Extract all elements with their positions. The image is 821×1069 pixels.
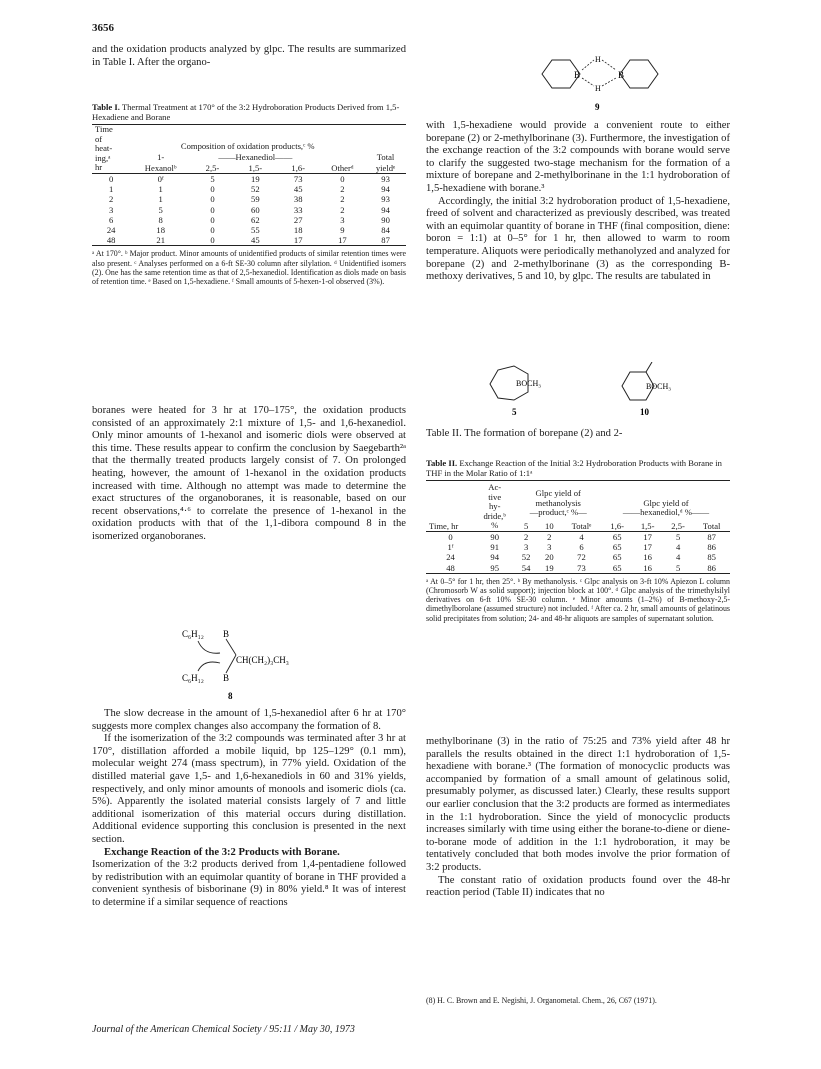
table-cell: 4 [675, 542, 681, 553]
paragraph: Table II. The formation of borepane (2) and 2- [426, 428, 623, 439]
table-cell: 65 [612, 542, 622, 553]
table-cell: 27 [293, 214, 303, 225]
right-body-2 [426, 428, 730, 441]
table-row [426, 531, 730, 542]
journal-footer: Journal of the American Chemical Society / 95:11 / May 30, 1973 [92, 1024, 355, 1035]
paragraph: The slow decrease in the amount of 1,5-hexanediol after 6 hr at 170° suggests more complex changes also accompany the formation of 8. [92, 708, 406, 732]
table-row [426, 563, 730, 574]
table-cell: 55 [251, 224, 260, 235]
table-cell: 19 [545, 562, 554, 573]
page-number: 3656 [92, 22, 114, 34]
table-cell: 72 [577, 552, 586, 563]
table-cell: 5 [210, 173, 215, 184]
structure-9 [540, 48, 680, 114]
table-cell: 84 [381, 224, 390, 235]
col-total-1: Totalᵉ [571, 520, 592, 531]
table-cell: 33 [293, 204, 303, 215]
col-total-top [365, 125, 406, 152]
table-row [92, 205, 406, 215]
paragraph: The constant ratio of oxidation products found over the 48-hr reaction period (Table II) indicates that no [426, 874, 730, 899]
table-cell: 5 [158, 204, 163, 215]
col-10: 10 [545, 520, 554, 531]
col-hexanol: Hexanolᵇ [144, 162, 177, 173]
table-cell: 2 [547, 531, 552, 542]
table-cell: 73 [577, 562, 586, 573]
table-cell: 17 [338, 235, 347, 246]
table-row [92, 173, 406, 184]
left-body-1 [92, 405, 406, 544]
table-1-caption: Thermal Treatment at 170° of the 3:2 Hydroboration Products Derived from 1,5-Hexadiene and Borane [92, 102, 400, 122]
col-hexanediol-group: ——Hexanediol—— [218, 151, 293, 162]
table-cell: 0 [210, 204, 215, 215]
table-cell: 85 [707, 552, 716, 563]
structure-8-bottom-boron: B [223, 673, 230, 683]
table-cell: 45 [251, 235, 260, 246]
table-cell: 5 [675, 531, 681, 542]
table-2-body [426, 531, 730, 573]
reference-8: (8) H. C. Brown and E. Negishi, J. Organometal. Chem., 26, C67 (1971). [426, 996, 657, 1005]
col-glpc-methanolysis: Glpc yield of methanolysis —product,ᶜ %— [529, 488, 587, 518]
col-16: 1,6- [610, 520, 625, 531]
table-cell: 90 [381, 214, 390, 225]
table-cell: 2 [340, 194, 345, 205]
table-cell: 2 [340, 184, 345, 195]
table-cell: 0 [210, 224, 215, 235]
table-cell: 17 [643, 542, 652, 553]
table-cell: 87 [381, 235, 390, 246]
table-cell: 65 [612, 562, 622, 573]
structures-5-10 [486, 362, 716, 420]
table-cell: 87 [707, 531, 716, 542]
col-composition: Composition of oxidation products,ᶜ % [180, 140, 315, 151]
col-5: 5 [523, 520, 529, 531]
table-cell: 59 [251, 194, 260, 205]
paragraph: and the oxidation products analyzed by glpc. The results are summarized in Table I. After the organo- [92, 44, 406, 68]
table-cell: 94 [381, 184, 390, 195]
table-cell: 9 [340, 224, 345, 235]
table-cell: 17 [643, 531, 652, 542]
table-cell: 6 [579, 542, 584, 553]
table-cell: 3 [523, 542, 529, 553]
col-16: 1,6- [291, 162, 305, 173]
col-total-label: Total [376, 151, 395, 162]
structure-10-group: BOCH₃ [646, 382, 672, 391]
table-1-label: Table I. [92, 102, 120, 112]
table-row [92, 225, 406, 235]
structure-9-h-bottom: H [595, 84, 601, 93]
table-cell: 90 [490, 531, 500, 542]
structure-8-label: 8 [228, 691, 233, 701]
table-row [426, 542, 730, 552]
table-cell: 94 [381, 204, 390, 215]
table-cell: 45 [293, 184, 303, 195]
table-cell: 1 [109, 184, 114, 195]
structure-8-bottom-group: C₆H₁₂ [182, 673, 204, 683]
paragraph: If the isomerization of the 3:2 compounds was terminated after 3 hr at 170°, distillation afforded a mobile liquid, bp 125–129° (0.1 mm), molecular weight 274 (mass spectrum), in 77% yield. Oxidation of the distilled material gave 1,5- and 1,6-hexanediols in 60 and 31% yields, respectively, and only minor amounts of monools and isomeric diols (ca. 5%). Apparently the isolated material consists largely of 7 and little additional isomerization of this material occurs during distillation. Additional evidence supporting this conclusion is presented in the next section. [92, 733, 406, 845]
table-cell: 2 [109, 194, 114, 205]
table-cell: 6 [109, 214, 114, 225]
structure-9-drawing [540, 48, 680, 114]
table-cell: 86 [707, 562, 716, 573]
col-hexanol-top: 1- [157, 151, 165, 162]
table-cell: 52 [521, 552, 531, 563]
table-1-body [92, 173, 406, 245]
paragraph: Isomerization of the 3:2 products derived from 1,4-pentadiene followed by redistribution with an equimolar quantity of borane in THF provided a convenient synthesis of bisborinane (9) in 80% yield.⁸ It was of interest to determine if a similar sequence of reactions [92, 859, 406, 908]
table-cell: 0 [210, 194, 215, 205]
section-heading: Exchange Reaction of the 3:2 Products with Borane. [104, 846, 340, 858]
table-cell: 0 [210, 184, 215, 195]
paragraph: methylborinane (3) in the ratio of 75:25 and 73% yield after 48 hr parallels the results obtained in the direct 1:1 hydroboration of 1,5-hexadiene with borane.³ (The formation of monocyclic products was accompanied by formation of a small amount of gelatinous solid, presumably polymer, as discussed later.) Clearly, these results support our earlier conclusion that the 3:2 products are formed as intermediates in the 1:1 hydroboration. Since the yield of monocyclic products increases similarly with time using either the borane-to-diene or diene-to-borane mode of addition in the 1:1 hydroboration, it may be tentatively concluded that both modes involve the prior formation of 3:2 products. [426, 736, 730, 873]
col-total: yieldᵉ [375, 162, 396, 173]
table-cell: 24 [446, 552, 455, 563]
col-active-hydride: Ac- tive hy- dride,ᵇ % [483, 482, 506, 531]
table-cell: 21 [156, 235, 165, 246]
table-cell: 18 [156, 224, 165, 235]
table-cell: 19 [251, 173, 260, 184]
right-body-1 [426, 120, 730, 284]
table-cell: 0 [109, 173, 114, 184]
table-cell: 0 [210, 235, 215, 246]
table-row [92, 215, 406, 225]
table-1-title [92, 102, 406, 122]
table-cell: 48 [446, 562, 455, 573]
table-cell: 91 [490, 542, 500, 553]
table-row [426, 552, 730, 562]
structure-9-b-left: B [574, 70, 581, 80]
structure-8-chain: CH(CH₂)₃CH₃ [236, 655, 289, 665]
table-cell: 1 [158, 194, 163, 205]
table-cell: 93 [381, 194, 390, 205]
structure-8-top-boron: B [223, 629, 230, 639]
table-2-label: Table II. [426, 458, 458, 468]
table-cell: 16 [643, 552, 652, 563]
table-cell: 5 [675, 562, 681, 573]
table-cell: 2 [340, 204, 345, 215]
table-cell: 0 [448, 531, 453, 542]
table-cell: 38 [293, 194, 303, 205]
table-cell: 3 [109, 204, 114, 215]
table-cell: 52 [251, 184, 260, 195]
table-cell: 73 [293, 173, 303, 184]
table-cell: 94 [490, 552, 500, 563]
table-1-grid [92, 124, 406, 246]
table-cell: 1ᶠ [447, 542, 454, 553]
table-cell: 4 [675, 552, 681, 563]
table-cell: 17 [293, 235, 303, 246]
table-cell: 0 [210, 214, 215, 225]
paragraph: with 1,5-hexadiene would provide a convenient route to either borepane (2) or 2-methylborinane (3). Furthermore, the investigation of the exchange reaction of the 3:2 compounds with borane would serve to clarify the suggested two-stage mechanism for the formation of a mixture of borepane and 2-methylborinane in the 1:1 hydroboration of 1,5-hexadiene with borane.³ [426, 120, 730, 194]
structure-5-label: 5 [512, 407, 517, 417]
col-15: 1,5- [248, 162, 263, 173]
col-other: Otherᵈ [331, 162, 354, 173]
table-cell: 93 [381, 173, 390, 184]
table-1-footnote: ᵃ At 170°. ᵇ Major product. Minor amounts of unidentified products of similar retention times were also present. ᶜ Analyses performed on a 6-ft SE-30 column after silylation. ᵈ Unidentified isomers (2). One has the same retention time as that of 2,5-hexanediol. Identification as diols made on basis of retention time. ᵉ Based on 1,5-hexadiene. ᶠ Small amounts of 5-hexen-1-ol observed (3%). [92, 249, 406, 286]
right-body-3 [426, 736, 730, 900]
structure-8-drawing [180, 617, 380, 701]
table-cell: 0 [340, 173, 345, 184]
table-cell: 48 [106, 235, 116, 246]
table-2 [426, 458, 730, 623]
paragraph: Accordingly, the initial 3:2 hydroboration product of 1,5-hexadiene, freed of solvent and characterized as previously described, was treated with an equimolar quantity of borane in THF (final composition, diene: boron = 1:1) at 0–5° for 1 hr, then allowed to warm to room temperature. Aliquots were periodically methanolyzed and analyzed for borepane (2) and 2-methylborinane (3) as the corresponding B-methoxy derivatives, 5 and 10, by glpc. The results are tabulated in [426, 195, 730, 283]
table-cell: 86 [707, 542, 716, 553]
col-15: 1,5- [640, 520, 655, 531]
left-top-text [92, 44, 406, 69]
paragraph [92, 847, 406, 860]
table-2-footnote: ᵃ At 0–5° for 1 hr, then 25°. ᵇ By methanolysis. ᶜ Glpc analysis on 3-ft 10% Apiezon L column (Chromosorb W as solid support); injection block at 100°. ᵈ Glpc analysis of the trimethylsilyl derivatives on 6-ft 10% SE-30 column. ᵉ Minor amounts (1–2%) of B-methoxy-2,5-dimethylborolane (assumed structure) not included. ᶠ After ca. 2 hr, small amounts of gelatinous solid precipitates from solution; 24- and 48-hr aliquots are samples of supernatant solution. [426, 576, 730, 623]
table-cell: 4 [579, 531, 584, 542]
table-cell: 1 [158, 184, 163, 195]
col-glpc-hexanediol: Glpc yield of ——hexanediol,ᵈ %—— [622, 497, 710, 518]
structures-5-10-drawing [486, 362, 716, 420]
table-cell: 3 [340, 214, 345, 225]
table-cell: 62 [251, 214, 260, 225]
paragraph: boranes were heated for 3 hr at 170–175°, the oxidation products consisted of an approximately 2:1 mixture of 1,5- and 1,6-hexanediol. Only minor amounts of 1-hexanol and isomeric diols were observed at this time. These results appear to confirm the conclusion by Saegebarth²ᵃ that the thermally treated products largely consist of 7. On prolonged heating, however, the amount of 1-hexanol in the oxidation products increased with time. Although no attempt was made to determine the exact structures of the organoboranes, it is reasonable, based on our recent observations,⁴·⁶ to correlate the presence of 1-hexanol in the oxidation products with that of the 1,1-dibora compound 8 in the isomerized organoboranes. [92, 405, 406, 542]
col-25: 2,5- [671, 520, 685, 531]
col-total-2: Total [702, 520, 721, 531]
table-cell: 18 [293, 224, 303, 235]
table-cell: 16 [643, 562, 652, 573]
left-body-2 [92, 708, 406, 910]
table-2-title [426, 458, 730, 478]
structure-10-label: 10 [640, 407, 649, 417]
table-cell: 0ᶠ [157, 173, 164, 184]
structure-5-group: BOCH₃ [516, 379, 542, 388]
structure-9-h-top: H [595, 55, 601, 64]
col-time: Time of heat- ing,ᵃ hr [95, 124, 113, 173]
table-1 [92, 102, 406, 286]
table-cell: 8 [158, 214, 163, 225]
structure-9-label: 9 [595, 102, 600, 112]
table-row [92, 184, 406, 194]
structure-9-b-right: B [618, 70, 625, 80]
table-cell: 60 [251, 204, 260, 215]
table-row [92, 194, 406, 204]
table-2-grid [426, 480, 730, 574]
table-cell: 20 [545, 552, 554, 563]
table-cell: 65 [612, 531, 622, 542]
col-25: 2,5- [205, 162, 220, 173]
table-2-caption: Exchange Reaction of the Initial 3:2 Hydroboration Products with Borane in THF in the Molar Ratio of 1:1ᵃ [426, 458, 722, 478]
structure-8-top-group: C₆H₁₂ [182, 629, 204, 639]
table-cell: 65 [612, 552, 622, 563]
table-cell: 54 [521, 562, 531, 573]
table-cell: 3 [547, 542, 552, 553]
table-cell: 24 [106, 224, 116, 235]
table-cell: 2 [523, 531, 529, 542]
table-cell: 95 [490, 562, 500, 573]
col-time: Time, hr [429, 520, 459, 531]
structure-8 [180, 617, 380, 701]
table-row [92, 235, 406, 246]
